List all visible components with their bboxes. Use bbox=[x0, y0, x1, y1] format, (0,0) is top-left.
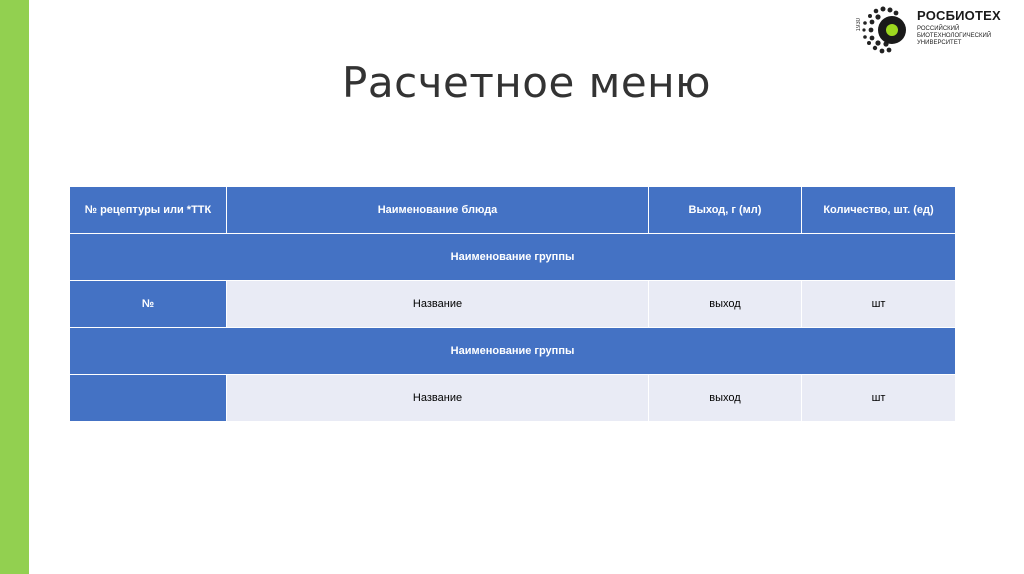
column-header-recipe-number: № рецептуры или *ТТК bbox=[70, 187, 227, 234]
cell-output: выход bbox=[649, 375, 802, 422]
menu-table bbox=[69, 186, 956, 422]
cell-dish-name: Название bbox=[227, 281, 649, 328]
logo-year: 1930 bbox=[856, 18, 862, 32]
group-row bbox=[70, 328, 956, 375]
table-row bbox=[70, 375, 956, 422]
group-row bbox=[70, 234, 956, 281]
logo-emblem-icon bbox=[856, 2, 914, 58]
university-logo bbox=[856, 2, 1024, 58]
logo-subtitle: РОССИЙСКИЙ БИОТЕХНОЛОГИЧЕСКИЙ УНИВЕРСИТЕТ bbox=[917, 26, 992, 46]
group-label: Наименование группы bbox=[70, 328, 956, 375]
cell-recipe-number: № bbox=[70, 281, 227, 328]
column-header-output: Выход, г (мл) bbox=[649, 187, 802, 234]
cell-output: выход bbox=[649, 281, 802, 328]
cell-quantity: шт bbox=[802, 281, 956, 328]
accent-bar bbox=[0, 0, 29, 574]
logo-name: РОСБИОТЕХ bbox=[917, 8, 1001, 23]
cell-quantity: шт bbox=[802, 375, 956, 422]
column-header-quantity: Количество, шт. (ед) bbox=[802, 187, 956, 234]
cell-dish-name: Название bbox=[227, 375, 649, 422]
column-header-dish-name: Наименование блюда bbox=[227, 187, 649, 234]
table-row bbox=[70, 281, 956, 328]
group-label: Наименование группы bbox=[70, 234, 956, 281]
slide-title: Расчетное меню bbox=[342, 58, 711, 107]
cell-recipe-number bbox=[70, 375, 227, 422]
table-header-row bbox=[70, 187, 956, 234]
